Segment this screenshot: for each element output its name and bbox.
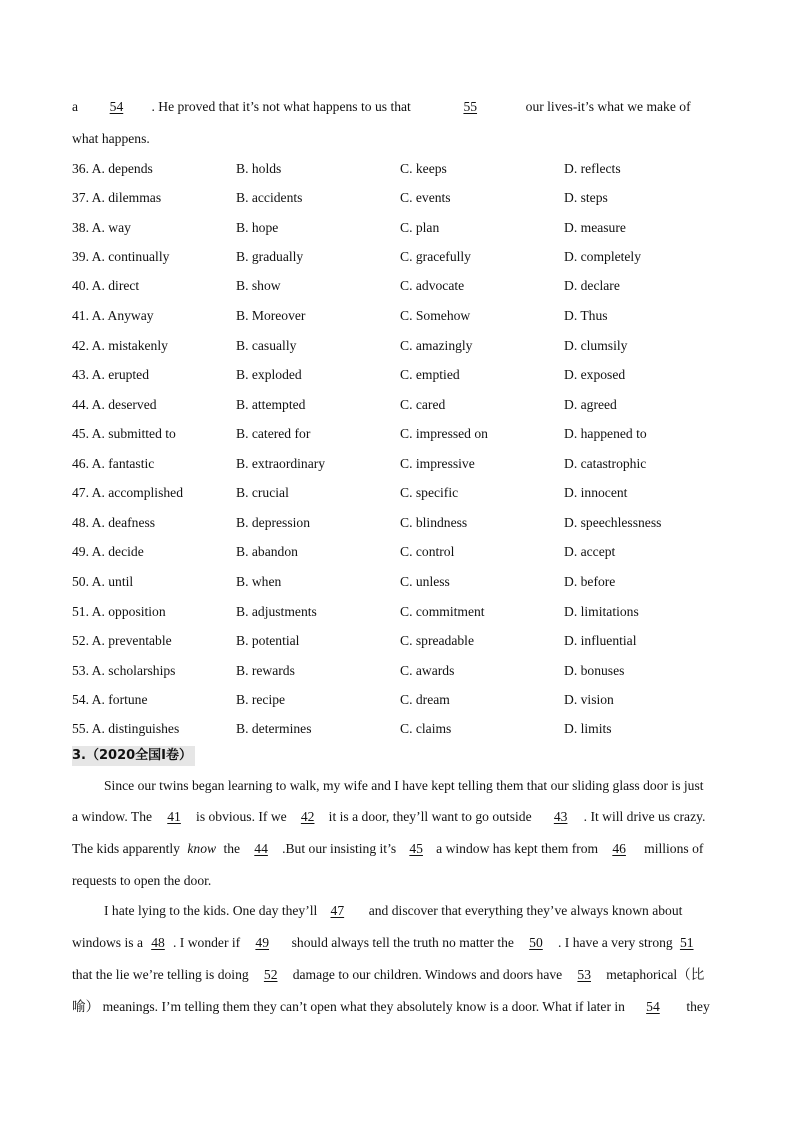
option-b: B. adjustments — [236, 604, 317, 619]
passage-text: a window has kept them from — [436, 841, 599, 856]
option-a: 47. A. accomplished — [72, 485, 183, 500]
option-a: 37. A. dilemmas — [72, 190, 162, 205]
option-b: B. Moreover — [236, 308, 306, 323]
option-a: 40. A. direct — [72, 278, 140, 293]
option-c: C. specific — [400, 485, 459, 500]
option-c: C. amazingly — [400, 338, 473, 353]
option-b: B. gradually — [236, 249, 304, 264]
option-d: D. before — [564, 574, 616, 589]
blank-49: 49 — [255, 935, 269, 950]
passage-text: . He proved that it’s not what happens to us that — [151, 99, 411, 114]
option-d: D. limitations — [564, 604, 639, 619]
option-d: D. limits — [564, 721, 612, 736]
option-c: C. spreadable — [400, 633, 474, 648]
passage-text: the — [223, 841, 241, 856]
option-a: 38. A. way — [72, 220, 131, 235]
option-d: D. clumsily — [564, 338, 628, 353]
passage-line — [104, 902, 764, 920]
option-a: 52. A. preventable — [72, 633, 172, 648]
passage-text: 喻） meanings. I’m telling them they can’t open what they absolutely know is a door. What if later in — [72, 999, 625, 1014]
option-row — [72, 366, 732, 384]
blank-50: 50 — [529, 935, 543, 950]
option-c: C. claims — [400, 721, 452, 736]
option-d: D. speechlessness — [564, 515, 662, 530]
option-c: C. gracefully — [400, 249, 471, 264]
option-row — [72, 248, 732, 266]
option-c: C. events — [400, 190, 451, 205]
passage-text: a window. The — [72, 809, 153, 824]
passage-text: our lives-it’s what we make of — [525, 99, 691, 114]
option-d: D. influential — [564, 633, 637, 648]
option-row — [72, 425, 732, 443]
passage-text: .But our insisting it’s — [282, 841, 397, 856]
option-row — [72, 160, 732, 178]
option-c: C. cared — [400, 397, 446, 412]
option-c: C. awards — [400, 663, 455, 678]
blank-46: 46 — [612, 841, 626, 856]
passage-text: The kids apparently — [72, 841, 180, 856]
option-c: C. control — [400, 544, 455, 559]
section-heading: 3.（2020全国I卷） — [72, 746, 195, 766]
passage-text-italic: know — [187, 841, 217, 856]
passage-line — [72, 808, 732, 826]
option-b: B. attempted — [236, 397, 306, 412]
option-c: C. impressed on — [400, 426, 488, 441]
passage-text: . It will drive us crazy. — [583, 809, 706, 824]
option-a: 55. A. distinguishes — [72, 721, 180, 736]
option-d: D. steps — [564, 190, 608, 205]
option-c: C. plan — [400, 220, 440, 235]
passage-line — [72, 998, 732, 1016]
passage-text: a — [72, 99, 79, 114]
passage-text: metaphorical（比 — [606, 967, 705, 982]
option-a: 45. A. submitted to — [72, 426, 176, 441]
option-b: B. when — [236, 574, 282, 589]
option-b: B. depression — [236, 515, 311, 530]
passage-text: that the lie we’re telling is doing — [72, 967, 249, 982]
option-a: 51. A. opposition — [72, 604, 166, 619]
option-b: B. accidents — [236, 190, 303, 205]
option-row — [72, 543, 732, 561]
blank-47: 47 — [330, 903, 345, 918]
option-c: C. commitment — [400, 604, 485, 619]
blank-43: 43 — [553, 809, 568, 824]
blank-44: 44 — [254, 841, 268, 856]
option-a: 54. A. fortune — [72, 692, 148, 707]
option-c: C. blindness — [400, 515, 468, 530]
passage-line — [72, 872, 732, 890]
option-row — [72, 720, 732, 738]
option-c: C. impressive — [400, 456, 475, 471]
option-d: D. innocent — [564, 485, 628, 500]
option-b: B. rewards — [236, 663, 295, 678]
passage-text: what happens. — [72, 131, 150, 146]
option-c: C. advocate — [400, 278, 465, 293]
option-a: 48. A. deafness — [72, 515, 156, 530]
option-a: 42. A. mistakenly — [72, 338, 168, 353]
passage-text: . I have a very strong — [557, 935, 673, 950]
option-row — [72, 189, 732, 207]
option-row — [72, 307, 732, 325]
option-d: D. bonuses — [564, 663, 625, 678]
option-b: B. abandon — [236, 544, 298, 559]
passage-line — [104, 777, 764, 795]
blank-54: 54 — [646, 999, 660, 1014]
option-b: B. potential — [236, 633, 300, 648]
blank-48: 48 — [151, 935, 165, 950]
option-b: B. crucial — [236, 485, 289, 500]
blank-52: 52 — [263, 967, 278, 982]
option-c: C. emptied — [400, 367, 460, 382]
passage-text: should always tell the truth no matter the — [291, 935, 514, 950]
option-row — [72, 691, 732, 709]
option-d: D. declare — [564, 278, 620, 293]
blank-41: 41 — [167, 809, 181, 824]
option-d: D. vision — [564, 692, 614, 707]
option-b: B. determines — [236, 721, 312, 736]
option-row — [72, 632, 732, 650]
option-b: B. hope — [236, 220, 279, 235]
option-b: B. holds — [236, 161, 282, 176]
option-d: D. reflects — [564, 161, 621, 176]
option-a: 50. A. until — [72, 574, 134, 589]
option-b: B. extraordinary — [236, 456, 326, 471]
option-d: D. agreed — [564, 397, 617, 412]
passage-text: millions of — [644, 841, 704, 856]
passage-text: they — [686, 999, 710, 1014]
option-b: B. exploded — [236, 367, 302, 382]
option-row — [72, 455, 732, 473]
passage-line — [72, 966, 732, 984]
option-d: D. accept — [564, 544, 616, 559]
option-row — [72, 484, 732, 502]
passage-text: . I wonder if — [173, 935, 241, 950]
option-d: D. completely — [564, 249, 642, 264]
option-c: C. unless — [400, 574, 450, 589]
passage-text: requests to open the door. — [72, 873, 212, 888]
option-row — [72, 337, 732, 355]
passage-line — [72, 130, 150, 148]
option-d: D. exposed — [564, 367, 626, 382]
option-a: 44. A. deserved — [72, 397, 157, 412]
option-b: B. show — [236, 278, 281, 293]
passage-line — [72, 98, 691, 116]
option-d: D. Thus — [564, 308, 608, 323]
option-b: B. catered for — [236, 426, 311, 441]
passage-text: windows is a — [72, 935, 143, 950]
option-b: B. recipe — [236, 692, 286, 707]
passage-text: is obvious. If we — [196, 809, 287, 824]
blank-51: 51 — [679, 935, 694, 950]
passage-text: it is a door, they’ll want to go outside — [328, 809, 532, 824]
option-b: B. casually — [236, 338, 297, 353]
option-c: C. Somehow — [400, 308, 471, 323]
blank-55: 55 — [463, 99, 478, 114]
passage-text: and discover that everything they’ve always known about — [368, 903, 683, 918]
passage-line — [72, 934, 732, 952]
option-a: 41. A. Anyway — [72, 308, 154, 323]
option-row — [72, 277, 732, 295]
passage-line — [72, 840, 732, 858]
option-a: 43. A. erupted — [72, 367, 150, 382]
option-d: D. happened to — [564, 426, 647, 441]
option-d: D. measure — [564, 220, 626, 235]
option-c: C. keeps — [400, 161, 447, 176]
blank-54: 54 — [109, 99, 124, 114]
option-row — [72, 219, 732, 237]
blank-42: 42 — [300, 809, 315, 824]
option-row — [72, 573, 732, 591]
option-a: 46. A. fantastic — [72, 456, 155, 471]
option-a: 53. A. scholarships — [72, 663, 176, 678]
option-a: 36. A. depends — [72, 161, 153, 176]
option-a: 49. A. decide — [72, 544, 144, 559]
passage-text: I hate lying to the kids. One day they’ll — [104, 903, 318, 918]
option-d: D. catastrophic — [564, 456, 647, 471]
option-row — [72, 514, 732, 532]
option-row — [72, 662, 732, 680]
option-a: 39. A. continually — [72, 249, 170, 264]
option-row — [72, 396, 732, 414]
blank-53: 53 — [577, 967, 591, 982]
option-c: C. dream — [400, 692, 450, 707]
option-row — [72, 603, 732, 621]
blank-45: 45 — [409, 841, 423, 856]
passage-text: damage to our children. Windows and doors have — [292, 967, 563, 982]
passage-text: Since our twins began learning to walk, my wife and I have kept telling them that our sliding glass door is just — [104, 778, 704, 793]
